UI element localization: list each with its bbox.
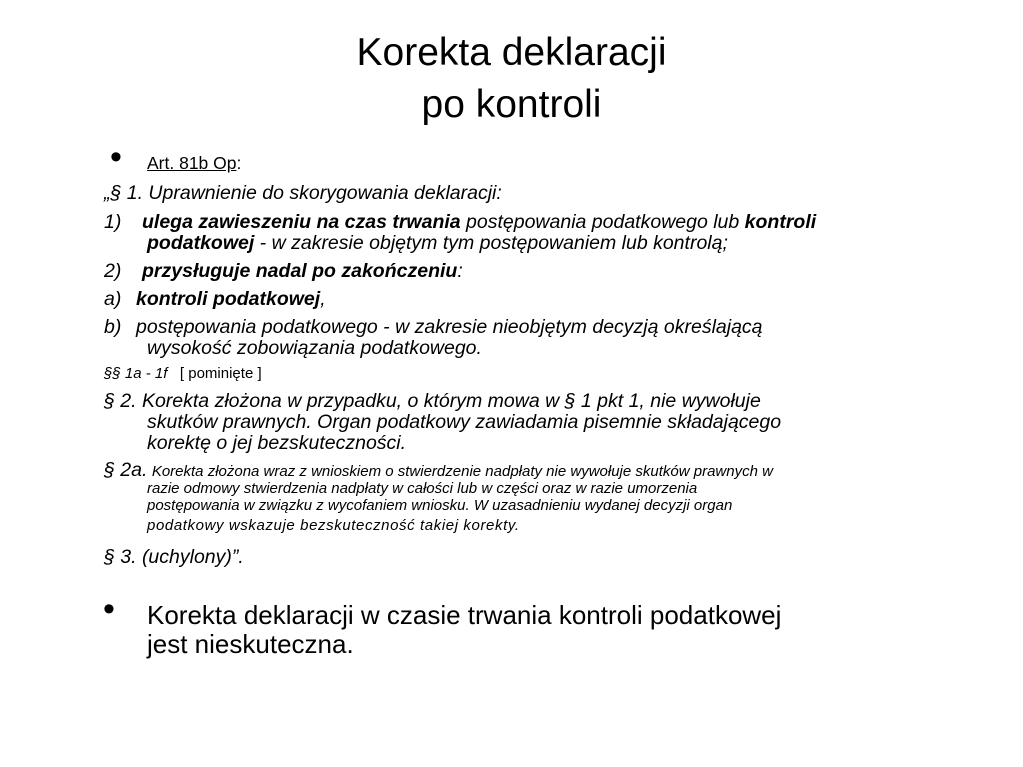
section-2a-line-1 xyxy=(104,458,773,482)
item-2-suffix: : xyxy=(457,260,463,282)
legal-reference-link[interactable]: Art. 81b Op xyxy=(147,153,237,173)
item-a-text xyxy=(136,287,326,311)
item-b-number: b) xyxy=(104,316,122,338)
item-1-line-2 xyxy=(147,231,728,255)
slide-title-line-1: Korekta deklaracji xyxy=(356,31,667,74)
omitted-note: [ pominięte ] xyxy=(179,365,262,382)
legal-reference-colon: : xyxy=(236,153,242,173)
omitted-ref: §§ 1a - 1f xyxy=(104,365,168,382)
section-2-line-2: skutków prawnych. Organ podatkowy zawiadamia pisemnie składającego xyxy=(147,411,782,433)
section-2a-line-2: razie odmowy stwierdzenia nadpłaty w całości lub w części oraz w razie umorzenia xyxy=(147,480,698,497)
conclusion-line-2: jest nieskuteczna. xyxy=(147,629,354,659)
omitted-sections xyxy=(104,365,262,383)
item-2-bold: przysługuje nadal po zakończeniu xyxy=(142,260,458,282)
item-1-mid: postępowania podatkowego lub xyxy=(460,211,745,233)
item-b-line-2: wysokość zobowiązania podatkowego. xyxy=(147,337,482,359)
item-a-suffix: , xyxy=(320,288,326,310)
item-1-line-2-rest: - w zakresie objętym tym postępowaniem lub kontrolą; xyxy=(254,232,728,254)
item-a-bold: kontroli podatkowej xyxy=(136,288,321,310)
item-1-bold-2: kontroli xyxy=(744,211,817,233)
section-2a-text-1: Korekta złożona wraz z wnioskiem o stwierdzenie nadpłaty nie wywołuje skutków prawnych w xyxy=(151,463,773,480)
legal-reference xyxy=(147,153,241,173)
item-b-line-1: postępowania podatkowego - w zakresie nieobjętym decyzją określającą xyxy=(136,316,763,338)
item-a-number: a) xyxy=(104,288,122,310)
section-2a-label: § 2a. xyxy=(104,459,148,481)
section-2a-line-3: postępowania w związku z wycofaniem wniosku. W uzasadnieniu wydanej decyzji organ xyxy=(147,497,733,514)
section-3: § 3. (uchylony)”. xyxy=(104,546,244,568)
item-1-bold: ulega zawieszeniu na czas trwania xyxy=(142,211,461,233)
item-2-number: 2) xyxy=(104,260,122,282)
section-2-line-3: korektę o jej bezskuteczności. xyxy=(147,432,407,454)
item-1-number: 1) xyxy=(104,211,122,233)
section-2a-line-4: podatkowy wskazuje bezskuteczność takiej korekty. xyxy=(147,517,520,534)
bullet-icon: • xyxy=(110,138,122,176)
section-2-line-1: § 2. Korekta złożona w przypadku, o którym mowa w § 1 pkt 1, nie wywołuje xyxy=(104,390,761,412)
slide-title-line-2: po kontroli xyxy=(421,83,602,126)
item-2-text xyxy=(142,259,463,283)
conclusion-line-1: Korekta deklaracji w czasie trwania kontroli podatkowej xyxy=(147,600,782,630)
item-1-line-2-bold: podatkowej xyxy=(147,232,255,254)
bullet-icon: • xyxy=(103,590,115,628)
section-1-heading: „§ 1. Uprawnienie do skorygowania deklaracji: xyxy=(104,182,502,204)
